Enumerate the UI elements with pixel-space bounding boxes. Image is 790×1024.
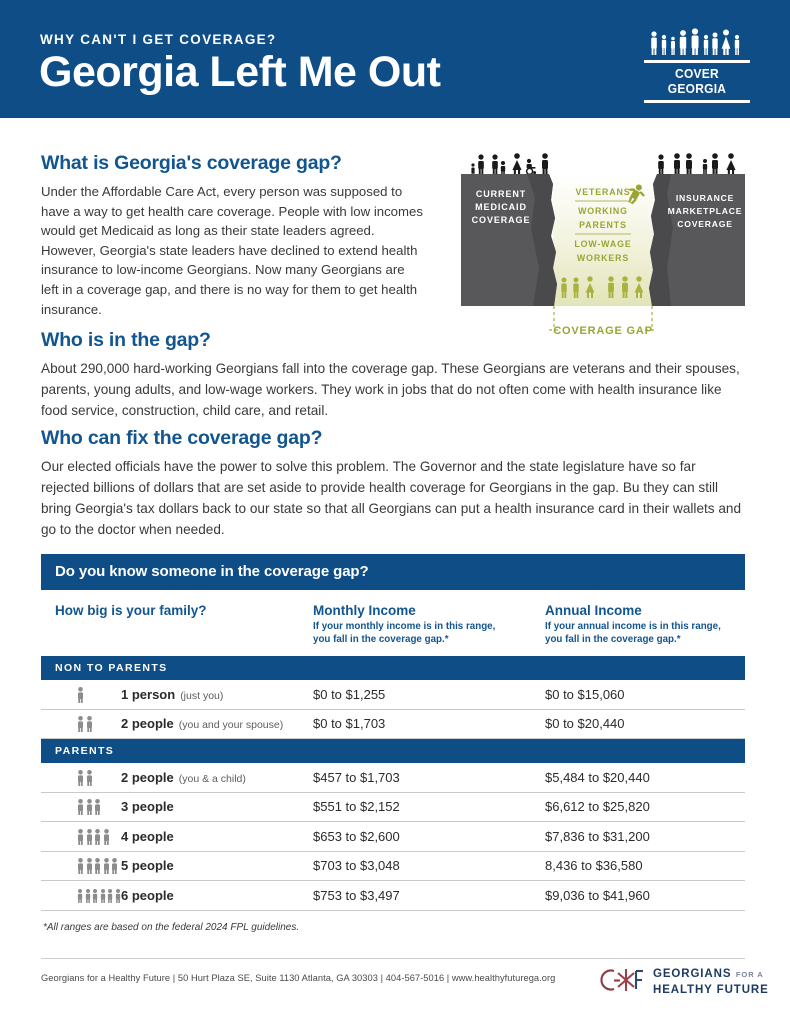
person-icon [77,687,84,703]
footer-divider [41,958,745,959]
person-icon [77,888,83,904]
person-icon [86,716,93,732]
family-size-icons [77,686,121,703]
cell-monthly-income: $551 to $2,152 [313,799,400,815]
table-row [41,793,745,823]
cover-georgia-logo [644,28,750,96]
person-icon [77,829,84,845]
page-header [0,0,790,118]
family-size-label: 2 people (you and your spouse) [121,716,284,732]
annual-sub-line2: you fall in the coverage gap.* [545,634,681,645]
family-size-icons [77,798,121,815]
ghf-logo-line2: HEALTHY FUTURE [653,983,769,996]
right-cliff-line2: MARKETPLACE [667,206,743,216]
paragraph-who-can-fix-the-gap: Our elected officials have the power to solve this problem. The Governor and the state legislature have so far rejected billions of dollars that are set aside to provide health coverage for Georgians in the gap. Bu they can still bring Georgia's tax dollars back to our state so that all Georgians can put a health insurance card in their wallets and go to the doctor when needed. [41,459,742,537]
family-size-label: 5 people [121,858,174,874]
family-size-label: 6 people [121,887,174,903]
family-size-label: 1 person (just you) [121,686,224,702]
paragraph-what-is-coverage-gap: Under the Affordable Care Act, every person was supposed to have a way to get health care coverage. People with low incomes would get Medicaid as long as their state leaders agreed. However, Georgia's state leaders have declined to extend health insurance to low-income Georgians. Now many Georgians are left in a coverage gap, and there is no way for them to get health insurance. [41,184,423,317]
cell-family [41,828,313,845]
person-icon [85,888,91,904]
cell-monthly-income: $753 to $3,497 [313,887,400,903]
person-icon [77,770,84,786]
heading-who-can-fix-the-gap: Who can fix the coverage gap? [41,427,323,449]
right-cliff-line1: INSURANCE [675,193,735,203]
cell-monthly-income: $457 to $1,703 [313,769,400,785]
gap-group-working: WORKING [578,206,628,216]
person-icon [86,770,93,786]
footer-contact: Georgians for a Healthy Future | 50 Hurt Plaza SE, Suite 1130 Atlanta, GA 30303 | 404-567-5016 | www.healthyfuturega.org [41,973,556,983]
income-eligibility-table [41,554,745,933]
person-icon [77,799,84,815]
ghf-logo [600,963,769,997]
person-icon [86,799,93,815]
cell-annual-income: $0 to $15,060 [545,686,625,702]
column-header-family [41,603,313,646]
cell-annual-income: $5,484 to $20,440 [545,769,650,785]
family-size-icons [77,887,121,904]
right-cliff-line3: COVERAGE [677,219,733,229]
cell-annual-income: $9,036 to $41,960 [545,887,650,903]
cell-monthly-income: $653 to $2,600 [313,828,400,844]
table-footnote: *All ranges are based on the federal 2024 FPL guidelines. [43,921,300,933]
monthly-sub-line2: you fall in the coverage gap.* [313,634,449,645]
heading-who-is-in-the-gap: Who is in the gap? [41,329,211,351]
person-icon [86,829,93,845]
cell-annual-income: 8,436 to $36,580 [545,858,643,874]
family-size-note: (just you) [180,689,224,702]
cell-monthly-income: $703 to $3,048 [313,858,400,874]
person-icon [111,858,118,874]
gap-group-veterans: VETERANS [575,187,631,197]
left-cliff-line3: COVERAGE [471,215,531,225]
cell-family [41,686,313,703]
table-row [41,680,745,710]
person-icon [92,888,98,904]
family-size-label: 3 people [121,799,174,815]
annual-sub-line1: If your annual income is in this range, [545,621,721,632]
gap-group-lowwage: LOW-WAGE [574,239,632,249]
column-header-monthly-title: Monthly Income [313,603,416,618]
family-size-icons [77,715,121,732]
person-icon [86,858,93,874]
person-icon [94,858,101,874]
table-title: Do you know someone in the coverage gap? [41,554,745,590]
heading-what-is-coverage-gap: What is Georgia's coverage gap? [41,152,342,174]
cell-family [41,798,313,815]
page-title: Georgia Left Me Out [39,48,441,96]
table-row [41,822,745,852]
left-cliff-line1: CURRENT [475,189,527,199]
family-size-note: (you & a child) [178,772,246,785]
family-size-icons [77,769,121,786]
family-size-icons [77,857,121,874]
left-cliff-line2: MEDICAID [475,202,527,212]
cell-family [41,769,313,786]
gap-group-parents: PARENTS [579,220,627,230]
column-header-family-title: How big is your family? [55,603,207,618]
cell-monthly-income: $0 to $1,703 [313,716,386,732]
cell-annual-income: $6,612 to $25,820 [545,799,650,815]
logo-rule-bottom [644,100,750,103]
table-row [41,763,745,793]
person-icon [107,888,113,904]
cell-annual-income: $0 to $20,440 [545,716,625,732]
cell-family [41,715,313,732]
person-icon [77,716,84,732]
cell-family [41,857,313,874]
logo-wordmark: COVER GEORGIA [667,66,727,96]
table-row [41,852,745,882]
person-icon [77,858,84,874]
table-group-band: PARENTS [41,739,745,763]
family-size-note: (you and your spouse) [178,719,284,732]
column-header-monthly-sub [313,620,545,646]
logo-people-icons [644,28,750,56]
column-header-annual-sub [545,620,745,646]
table-row [41,881,745,911]
cell-monthly-income: $0 to $1,255 [313,686,386,702]
person-icon [100,888,106,904]
paragraph-who-is-in-the-gap: About 290,000 hard-working Georgians fall into the coverage gap. These Georgians are veterans and their spouses, parents, young adults, and low-wage workers. They work in jobs that do not often come with health insurance like food service, construction, child care, and retail. [41,361,740,418]
column-header-annual [545,603,745,646]
person-icon [103,858,110,874]
logo-rule-top [644,60,750,63]
table-row [41,710,745,740]
coverage-gap-illustration [461,148,745,338]
table-body [41,656,745,911]
ghf-logo-line1: GEORGIANS FOR A [653,968,764,980]
ghf-monogram-icon [600,965,644,995]
family-size-icons [77,828,121,845]
cell-annual-income: $7,836 to $31,200 [545,828,650,844]
person-icon [94,799,101,815]
column-header-annual-title: Annual Income [545,603,642,618]
person-icon [103,829,110,845]
column-header-monthly [313,603,545,646]
family-size-label: 4 people [121,828,174,844]
header-kicker: WHY CAN'T I GET COVERAGE? [40,32,277,47]
gap-group-workers: WORKERS [576,253,630,263]
table-column-headers [41,590,745,656]
family-size-label: 2 people (you & a child) [121,769,246,785]
cell-family [41,887,313,904]
coverage-gap-caption: COVERAGE GAP [553,325,653,337]
person-icon [94,829,101,845]
table-group-band: NON TO PARENTS [41,656,745,680]
monthly-sub-line1: If your monthly income is in this range, [313,621,496,632]
